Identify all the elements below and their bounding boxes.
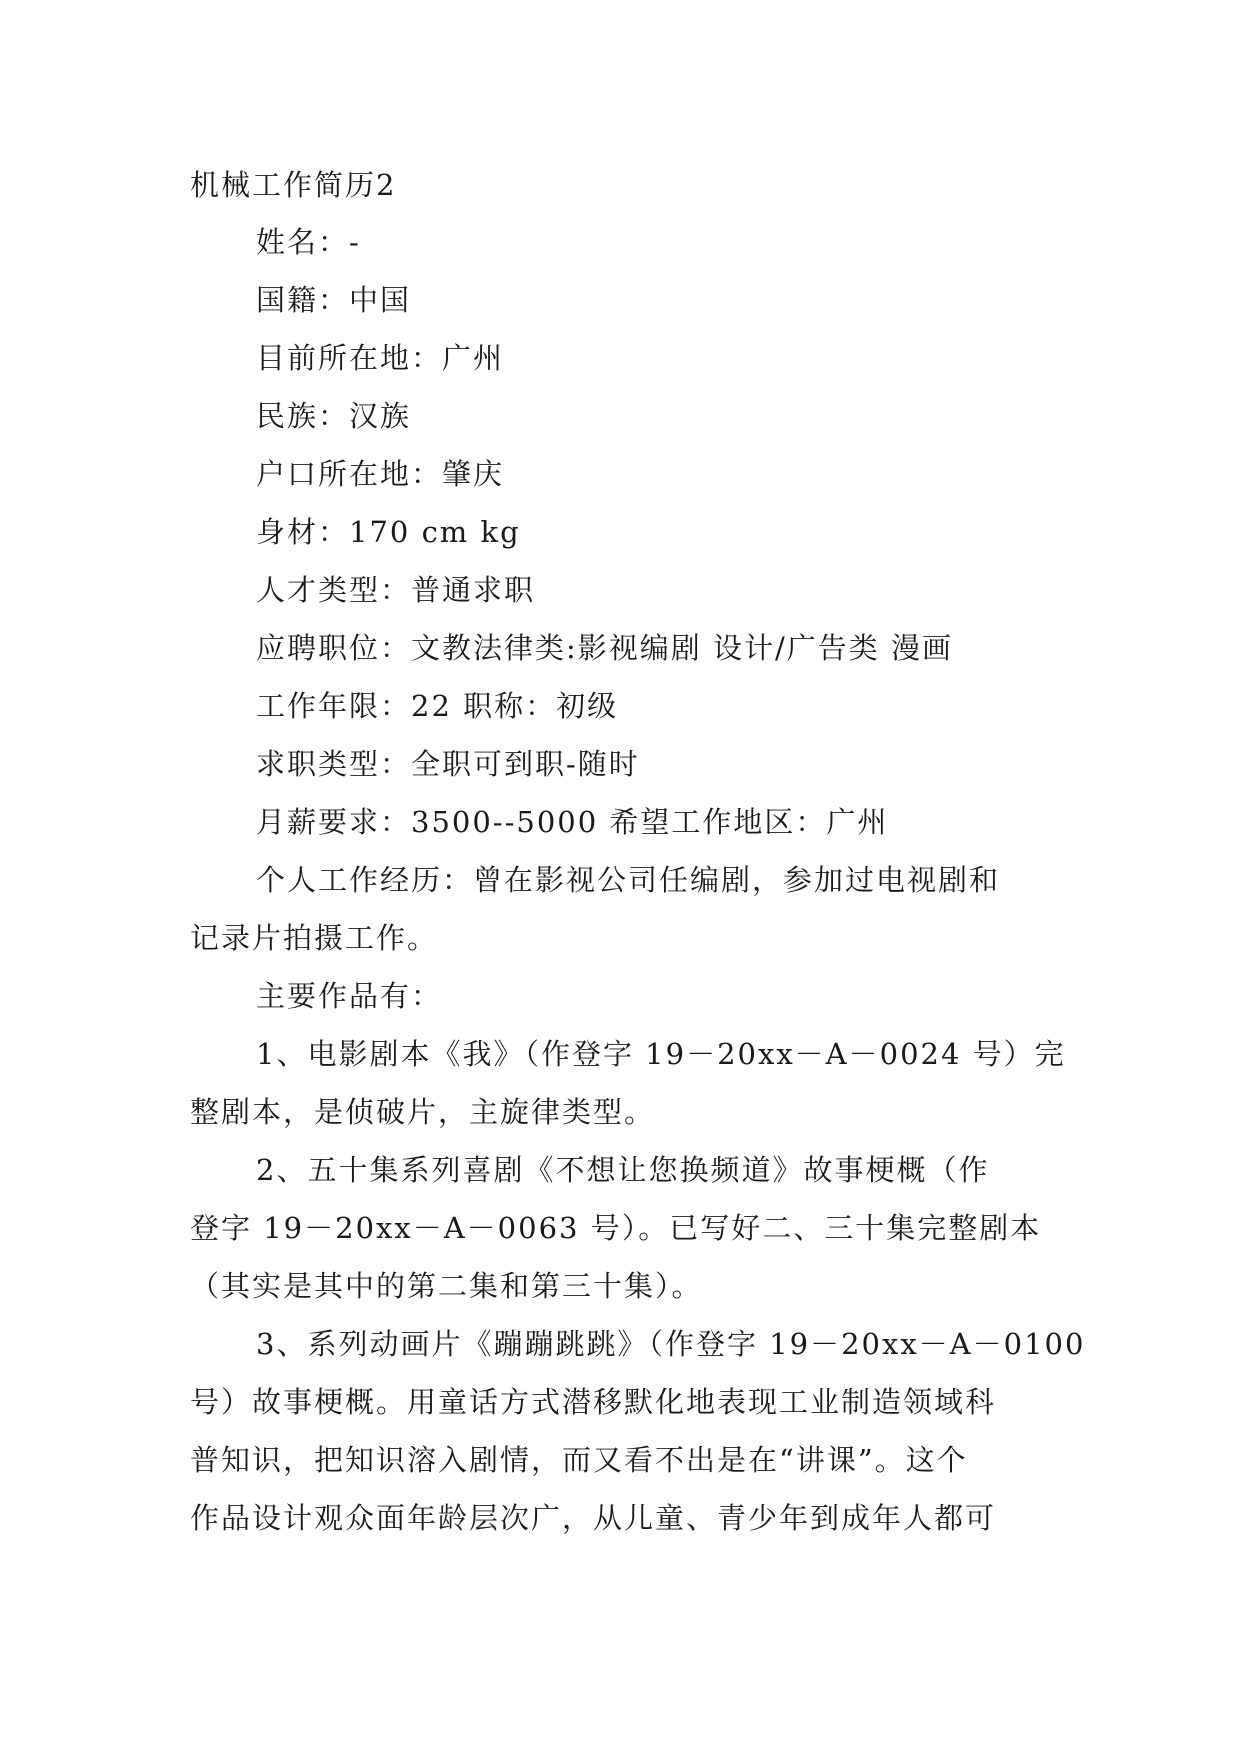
field-nationality: 国籍：中国 — [256, 283, 412, 317]
paragraph-work-2-line: 2、五十集系列喜剧《不想让您换频道》故事梗概（作 — [256, 1153, 990, 1187]
field-ethnicity: 民族：汉族 — [256, 399, 412, 433]
field-position: 应聘职位：文教法律类:影视编剧 设计/广告类 漫画 — [256, 631, 953, 665]
field-hukou: 户口所在地：肇庆 — [256, 457, 505, 491]
field-salary: 月薪要求：3500--5000 希望工作地区：广州 — [256, 805, 889, 839]
field-current-location: 目前所在地：广州 — [256, 341, 505, 375]
paragraph-work-3-line: 普知识，把知识溶入剧情，而又看不出是在“讲课”。这个 — [190, 1443, 968, 1477]
field-name: 姓名：- — [256, 225, 361, 259]
paragraph-experience-line: 个人工作经历：曾在影视公司任编剧，参加过电视剧和 — [256, 863, 1001, 897]
paragraph-work-1-line: 1、电影剧本《我》（作登字 19－20xx－A－0024 号）完 — [256, 1037, 1066, 1071]
field-work-years: 工作年限：22 职称：初级 — [256, 689, 619, 723]
paragraph-experience-line: 记录片拍摄工作。 — [190, 921, 439, 955]
paragraph-work-3-line: 号）故事梗概。用童话方式潜移默化地表现工业制造领域科 — [190, 1385, 997, 1419]
paragraph-work-2-line: （其实是其中的第二集和第三十集）。 — [190, 1269, 703, 1303]
paragraph-work-3-line: 作品设计观众面年龄层次广，从儿童、青少年到成年人都可 — [190, 1501, 997, 1535]
field-talent-type: 人才类型：普通求职 — [256, 573, 536, 607]
document-title: 机械工作简历2 — [190, 168, 397, 202]
paragraph-work-2-line: 登字 19－20xx－A－0063 号）。已写好二、三十集完整剧本 — [190, 1211, 1042, 1245]
paragraph-work-1-line: 整剧本，是侦破片，主旋律类型。 — [190, 1095, 656, 1129]
paragraph-works-heading: 主要作品有： — [256, 979, 443, 1013]
paragraph-work-3-line: 3、系列动画片《蹦蹦跳跳》（作登字 19－20xx－A－0100 — [256, 1327, 1086, 1361]
field-job-type: 求职类型：全职可到职-随时 — [256, 747, 640, 781]
field-physique: 身材：170 cm kg — [256, 515, 521, 549]
